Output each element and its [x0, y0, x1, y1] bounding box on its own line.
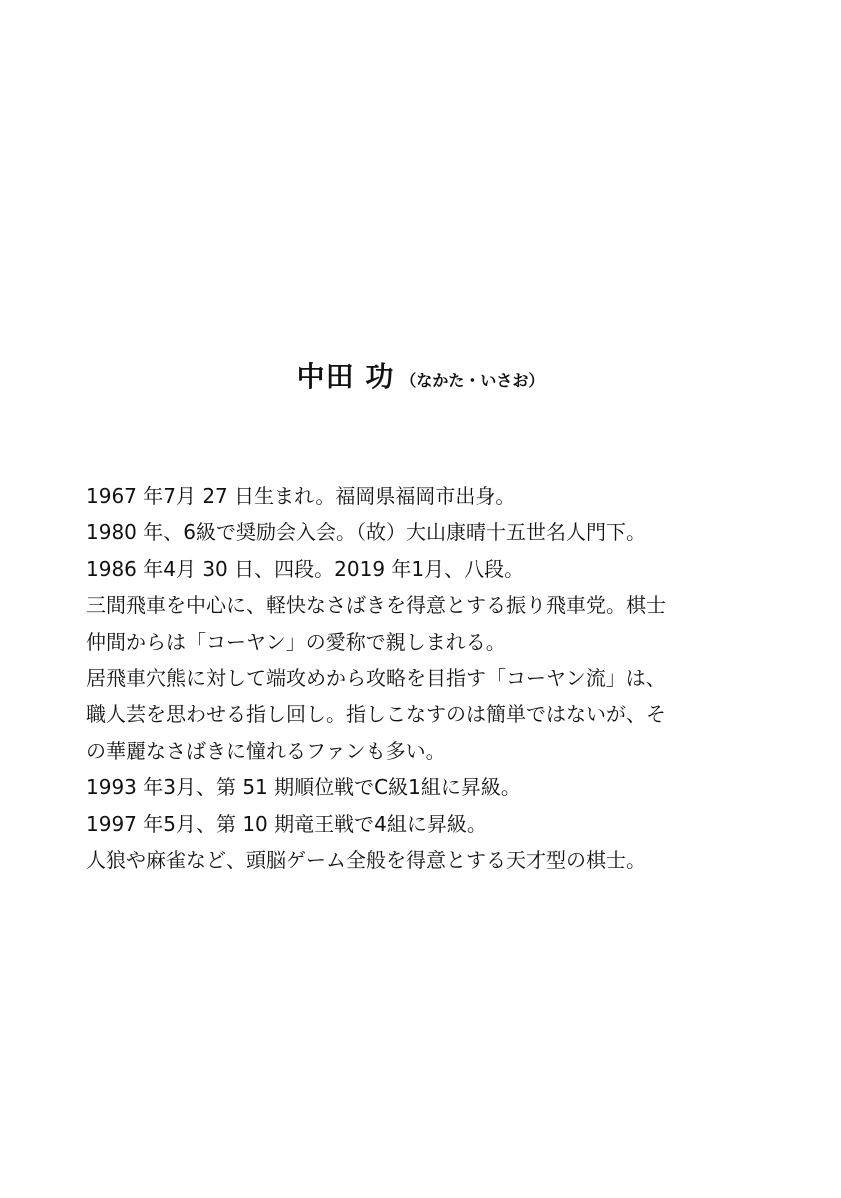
bio-line: の華麗なさばきに憧れるファンも多い。: [86, 738, 446, 763]
bio-line: 人狼や麻雀など、頭脳ゲーム全般を得意とする天才型の棋士。: [86, 848, 646, 873]
bio-line: 居飛車穴熊に対して端攻めから攻略を目指す「コーヤン流」は、: [86, 666, 666, 691]
bio-line: 三間飛車を中心に、軽快なさばきを得意とする振り飛車党。棋士: [86, 593, 666, 618]
person-name: 中田 功: [296, 360, 395, 393]
bio-line: 1993 年3月、第 51 期順位戦でC級1組に昇級。: [86, 775, 521, 800]
name-reading: （なかた・いさお）: [400, 371, 545, 390]
bio-line: 1986 年4月 30 日、四段。2019 年1月、八段。: [86, 556, 525, 581]
bio-line: 仲間からは「コーヤン」の愛称で親しまれる。: [86, 629, 506, 654]
title-heading: [0, 355, 841, 395]
bio-line: 1967 年7月 27 日生まれ。福岡県福岡市出身。: [86, 484, 516, 508]
bio-line: 1980 年、6級で奨励会入会。（故）大山康晴十五世名人門下。: [86, 520, 646, 545]
bio-line: 職人芸を思わせる指し回し。指しこなすのは簡単ではないが、そ: [86, 702, 666, 727]
bio-line: 1997 年5月、第 10 期竜王戦で4組に昇級。: [86, 811, 487, 836]
biography-text: [86, 478, 786, 878]
